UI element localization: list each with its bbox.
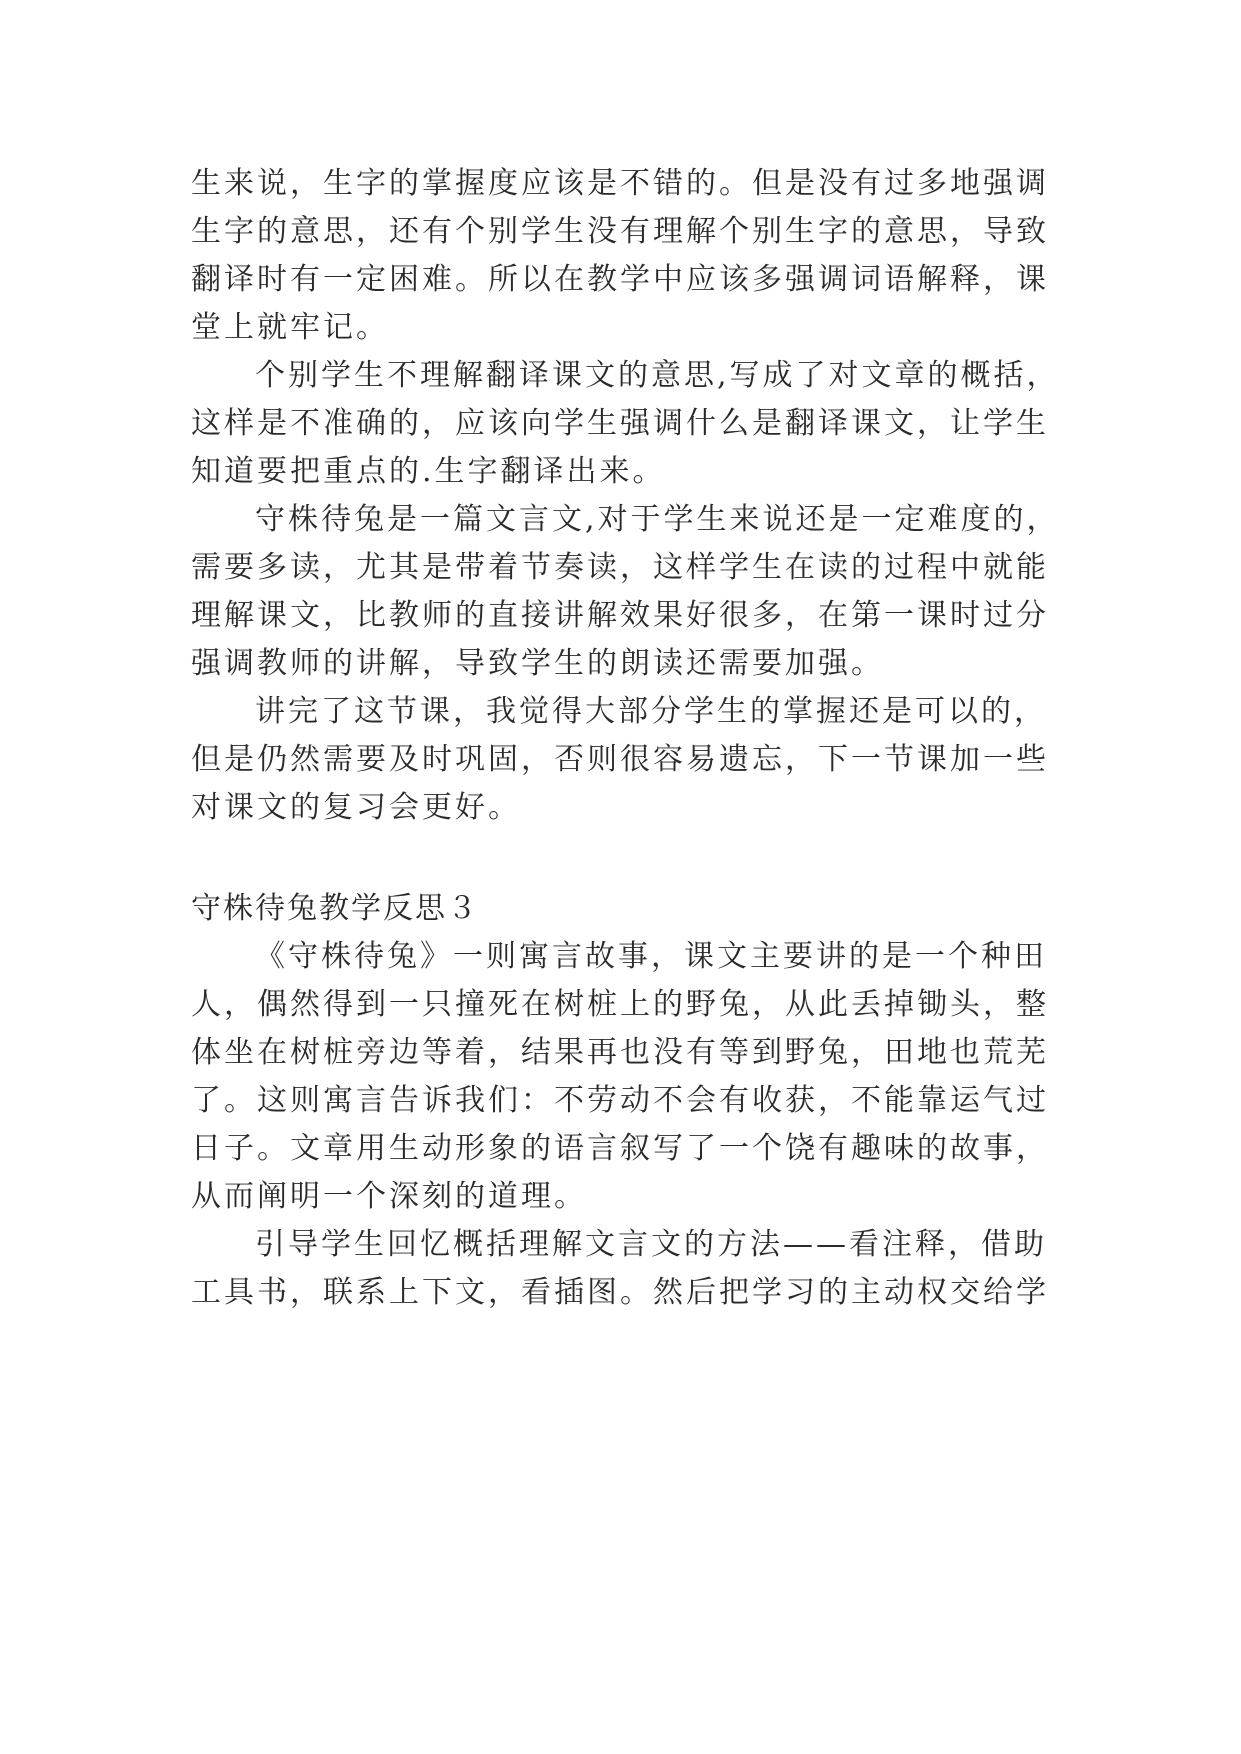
text-line: 守株待兔是一篇文言文,对于学生来说还是一定难度的， — [255, 502, 1060, 537]
text-line: 工具书，联系上下文，看插图。然后把学习的主动权交给学 — [191, 1275, 1049, 1310]
text-line: 讲完了这节课，我觉得大部分学生的掌握还是可以的， — [255, 694, 1047, 729]
text-line: 体坐在树桩旁边等着，结果再也没有等到野兔，田地也荒芜 — [191, 1035, 1049, 1070]
text-line: 这样是不准确的，应该向学生强调什么是翻译课文，让学生 — [191, 406, 1049, 441]
text-line: 《守株待兔》一则寓言故事，课文主要讲的是一个种田 — [255, 939, 1047, 974]
text-line: 从而阐明一个深刻的道理。 — [191, 1179, 587, 1214]
text-line: 引导学生回忆概括理解文言文的方法——看注释，借助 — [255, 1227, 1047, 1262]
text-line: 个别学生不理解翻译课文的意思,写成了对文章的概括， — [255, 358, 1060, 393]
text-line: 了。这则寓言告诉我们：不劳动不会有收获，不能靠运气过 — [191, 1083, 1049, 1118]
paragraph-2 — [191, 352, 1060, 496]
paragraph-6 — [191, 1221, 1051, 1317]
section-spacer — [191, 832, 1051, 885]
section-title: 守株待兔教学反思３ — [191, 891, 479, 926]
paragraph-5 — [191, 933, 1051, 1221]
text-line: 生来说，生字的掌握度应该是不错的。但是没有过多地强调 — [191, 166, 1049, 201]
text-line: 但是仍然需要及时巩固，否则很容易遗忘，下一节课加一些 — [191, 742, 1049, 777]
text-line: 生字的意思，还有个别学生没有理解个别生字的意思，导致 — [191, 214, 1049, 249]
paragraph-3 — [191, 496, 1060, 688]
text-line: 翻译时有一定困难。所以在教学中应该多强调词语解释，课 — [191, 262, 1049, 297]
text-line: 需要多读，尤其是带着节奏读，这样学生在读的过程中就能 — [191, 550, 1049, 585]
text-line: 人，偶然得到一只撞死在树桩上的野兔，从此丢掉锄头，整 — [191, 987, 1049, 1022]
text-line: 对课文的复习会更好。 — [191, 790, 521, 825]
text-line: 堂上就牢记。 — [191, 310, 389, 345]
text-line: 知道要把重点的.生字翻译出来。 — [191, 454, 666, 489]
text-line: 日子。文章用生动形象的语言叙写了一个饶有趣味的故事， — [191, 1131, 1049, 1166]
text-line: 理解课文，比教师的直接讲解效果好很多，在第一课时过分 — [191, 598, 1049, 633]
paragraph-4 — [191, 688, 1051, 832]
text-line: 强调教师的讲解，导致学生的朗读还需要加强。 — [191, 646, 884, 681]
paragraph-1 — [191, 160, 1051, 352]
document-body — [191, 160, 1060, 1317]
